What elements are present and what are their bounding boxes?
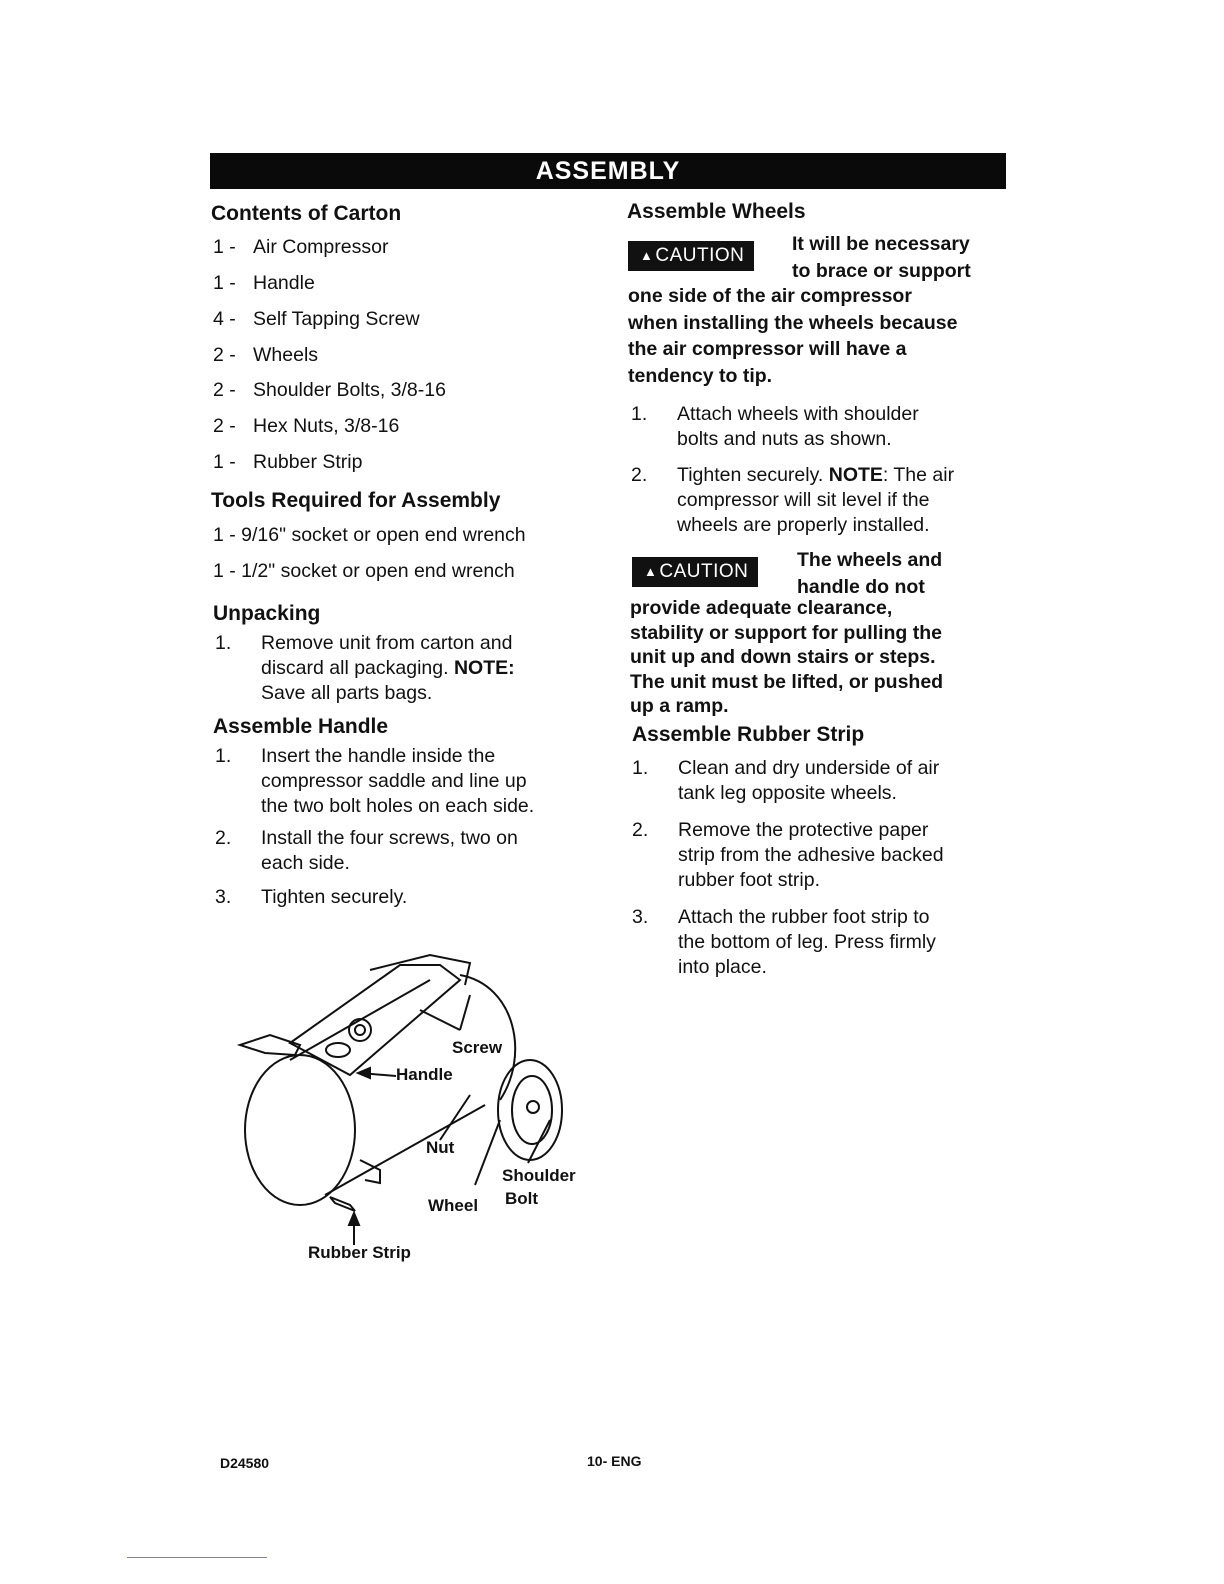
document-code: D24580 xyxy=(220,1455,270,1471)
label-screw: Screw xyxy=(452,1038,503,1057)
arrow xyxy=(420,1010,460,1030)
caution-badge: ▲ CAUTION xyxy=(632,557,758,587)
fitting xyxy=(349,1019,371,1041)
arrow-head xyxy=(358,1068,370,1078)
section-banner: ASSEMBLY xyxy=(210,153,1006,189)
assemble-wheels-heading: Assemble Wheels xyxy=(627,200,806,223)
label-bolt: Bolt xyxy=(505,1189,539,1208)
fitting-inner xyxy=(355,1025,365,1035)
tools-heading: Tools Required for Assembly xyxy=(211,489,501,512)
tank-body xyxy=(290,980,485,1195)
wheel-hub xyxy=(512,1076,552,1144)
tank-end xyxy=(245,1055,355,1205)
list-item: 2 - Hex Nuts, 3/8-16 xyxy=(213,415,400,437)
page-number: 10- ENG xyxy=(587,1453,642,1469)
list-item: 2 - Wheels xyxy=(213,344,319,366)
axle xyxy=(527,1101,539,1113)
drain-fitting xyxy=(326,1043,350,1057)
arrow xyxy=(460,995,470,1030)
assemble-rubber-strip-heading: Assemble Rubber Strip xyxy=(632,723,865,746)
label-wheel: Wheel xyxy=(428,1196,479,1215)
tool-item: 1 - 1/2" socket or open end wrench xyxy=(213,560,515,582)
assemble-handle-heading: Assemble Handle xyxy=(213,715,389,738)
tank-leg xyxy=(360,1160,380,1183)
nut-arrow xyxy=(440,1095,470,1140)
divider xyxy=(127,1557,267,1558)
caution-text: The wheels and handle do not xyxy=(797,549,943,598)
saddle-plate xyxy=(370,955,470,985)
caution-text-cont: provide adequate clearance, stability or support for pulling the unit up and down stairs or steps. The unit must be lifted, or pushed up a ramp. xyxy=(630,597,944,717)
list-item: 2 - Shoulder Bolts, 3/8-16 xyxy=(213,379,446,401)
bolt-arrow xyxy=(528,1120,550,1163)
unpacking-heading: Unpacking xyxy=(213,602,321,625)
rubber-strip-part xyxy=(330,1197,355,1211)
label-nut: Nut xyxy=(426,1138,455,1157)
warning-triangle-icon: ▲ xyxy=(640,248,654,263)
caution-badge: ▲ CAUTION xyxy=(628,241,754,271)
label-shoulder: Shoulder xyxy=(502,1166,576,1185)
caution-text-cont: one side of the air compressor when installing the wheels because the air compressor will have a tendency to tip. xyxy=(628,285,958,387)
list-item: 4 - Self Tapping Screw xyxy=(213,308,420,330)
handle-grip xyxy=(240,1035,300,1055)
warning-triangle-icon: ▲ xyxy=(644,564,658,579)
label-handle: Handle xyxy=(396,1065,453,1084)
label-rubber-strip: Rubber Strip xyxy=(308,1243,411,1262)
list-item: 1 - Handle xyxy=(213,272,315,294)
list-item: 1 - Air Compressor xyxy=(213,236,389,258)
tool-item: 1 - 9/16" socket or open end wrench xyxy=(213,524,526,546)
wheel-arrow xyxy=(475,1120,500,1185)
arrow-head xyxy=(349,1213,359,1225)
assembly-diagram xyxy=(230,935,610,1265)
contents-heading: Contents of Carton xyxy=(211,202,402,225)
caution-text: It will be necessary to brace or support xyxy=(792,233,971,282)
list-item: 1 - Rubber Strip xyxy=(213,451,363,473)
